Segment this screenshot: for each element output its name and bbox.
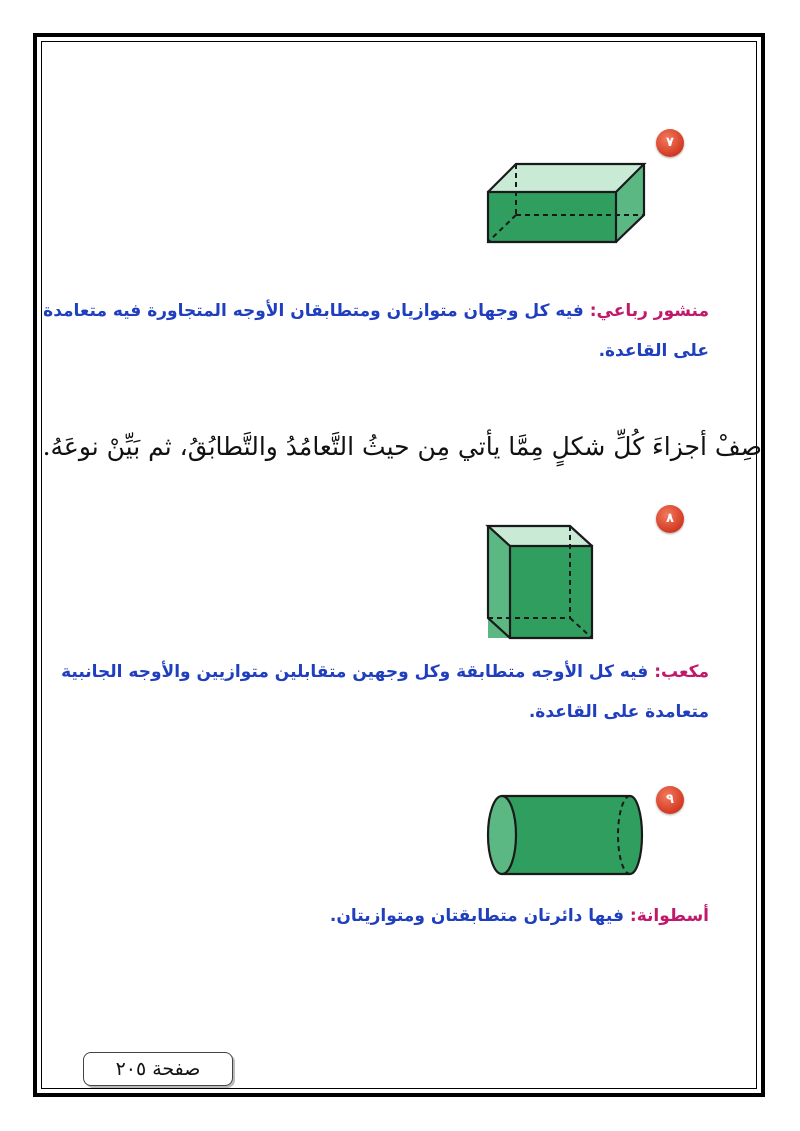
description-text: فيه كل وجهان متوازيان ومتطابقان الأوجه المتجاورة فيه متعامدة [43, 301, 584, 321]
answer-line: على القاعدة. [598, 341, 709, 361]
rectangular-prism-icon [480, 160, 650, 250]
answer-prism [29, 291, 709, 371]
description-text: فيها دائرتان متطابقتان ومتوازيتان. [329, 906, 624, 926]
term-label: منشور رباعي: [589, 301, 709, 321]
exercise-number-badge: ٧ [656, 129, 684, 157]
answer-line [29, 291, 709, 331]
cube-icon [480, 518, 600, 646]
exercise-number-badge: ٩ [656, 786, 684, 814]
answer-line [29, 652, 709, 692]
term-label: مكعب: [654, 662, 709, 682]
description-text: فيه كل الأوجه متطابقة وكل وجهين متقابلين متوازيين والأوجه الجانبية [61, 662, 649, 682]
exercise-instruction: صِفْ أجزاءَ كُلِّ شكلٍ مِمَّا يأتي مِن حيثُ التَّعامُدُ والتَّطابُقُ، ثم بَيِّنْ نوعَهُ. [42, 432, 762, 461]
answer-line [29, 896, 709, 936]
page-number-label: صفحة ٢٠٥ [83, 1052, 233, 1086]
answer-cube [29, 652, 709, 732]
cylinder-icon [480, 790, 650, 880]
exercise-number-badge: ٨ [656, 505, 684, 533]
answer-cylinder [29, 896, 709, 936]
answer-line: متعامدة على القاعدة. [528, 702, 709, 722]
term-label: أسطوانة: [629, 906, 709, 926]
